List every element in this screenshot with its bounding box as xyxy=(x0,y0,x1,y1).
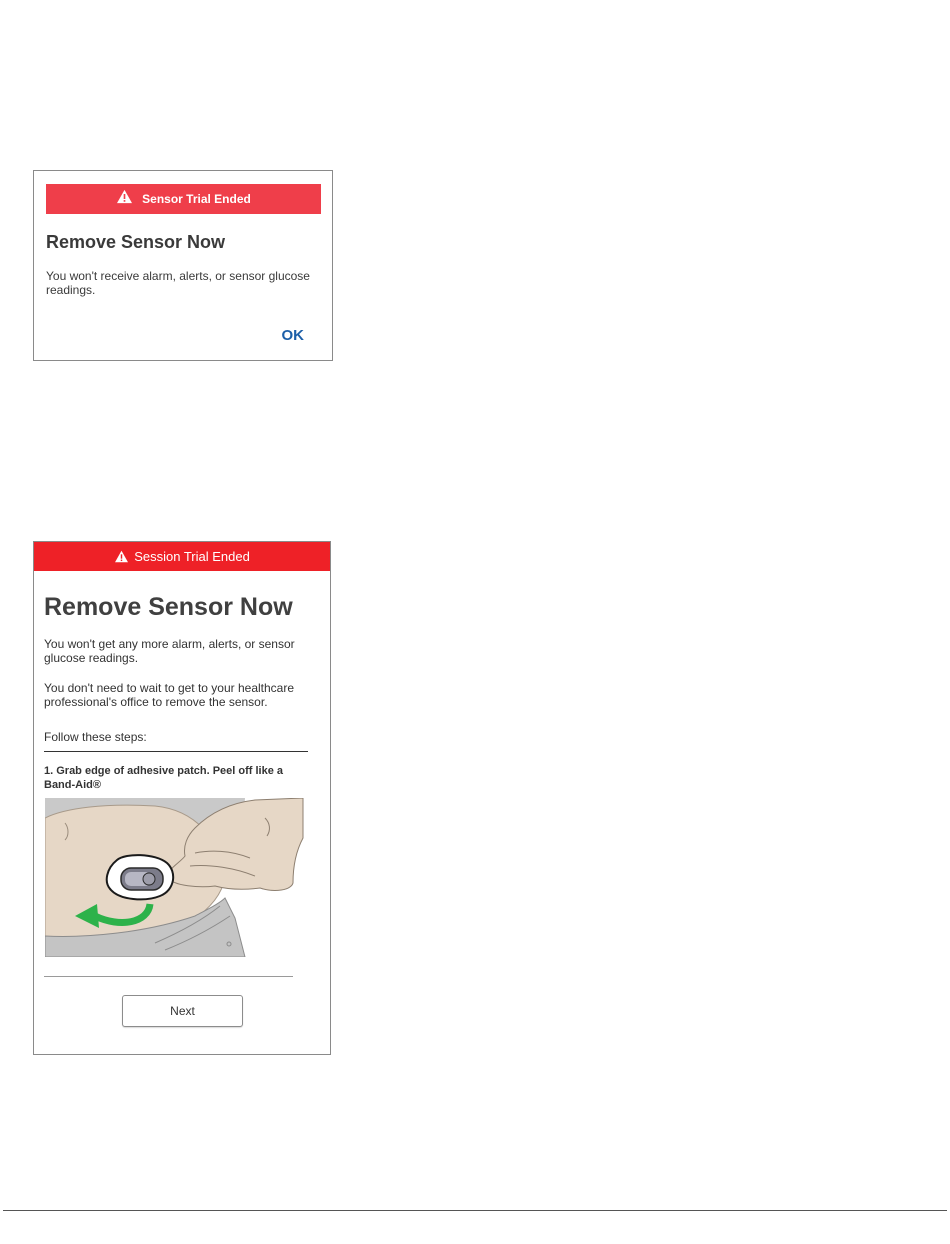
sensor-removal-illustration xyxy=(45,798,305,957)
alert-banner xyxy=(34,542,330,571)
divider xyxy=(44,976,293,977)
divider xyxy=(44,751,308,752)
alert-banner xyxy=(46,184,321,214)
step-instruction: 1. Grab edge of adhesive patch. Peel off like a Band-Aid® xyxy=(44,765,284,791)
no-readings-message: You won't get any more alarm, alerts, or sensor glucose readings. xyxy=(44,637,295,665)
next-button[interactable]: Next xyxy=(122,995,243,1027)
ok-button[interactable]: OK xyxy=(281,327,304,344)
alert-banner-text: Sensor Trial Ended xyxy=(142,192,251,206)
follow-steps-label: Follow these steps: xyxy=(44,730,147,744)
sensor-trial-ended-dialog xyxy=(33,170,333,361)
dialog-message: You won't receive alarm, alerts, or sensor glucose readings. xyxy=(46,269,310,297)
page-footer-rule xyxy=(3,1210,947,1211)
alert-banner-text: Session Trial Ended xyxy=(134,549,250,564)
dialog-title: Remove Sensor Now xyxy=(46,232,226,252)
warning-triangle-icon xyxy=(116,189,133,204)
no-wait-message: You don't need to wait to get to your healthcare professional's office to remove the sensor. xyxy=(44,681,295,709)
session-trial-ended-screen xyxy=(33,541,331,1055)
warning-triangle-icon xyxy=(114,550,129,563)
screen-title: Remove Sensor Now xyxy=(44,593,293,621)
